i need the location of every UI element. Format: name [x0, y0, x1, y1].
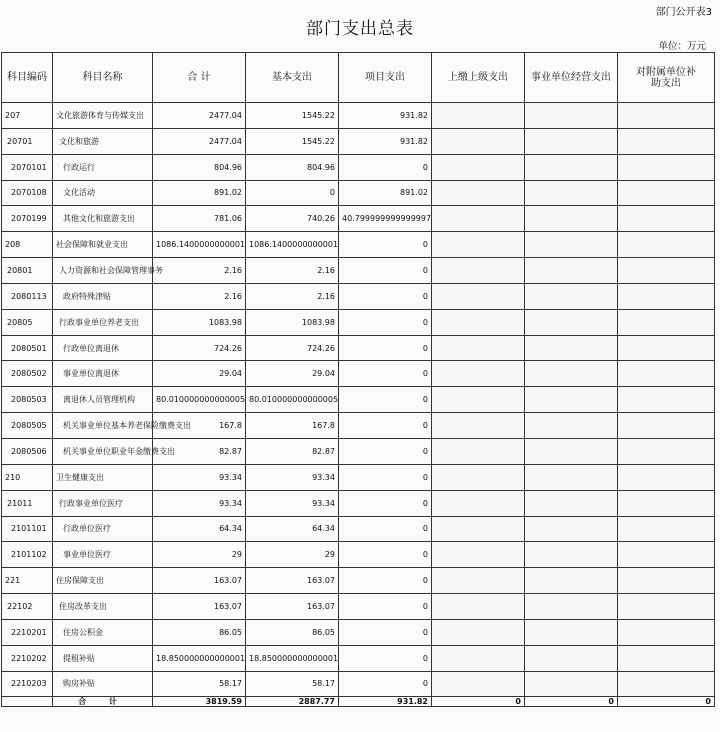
- subsidy-cell: [618, 206, 715, 232]
- subsidy-cell: [618, 671, 715, 697]
- table-number-label: 部门公开表3: [655, 7, 712, 18]
- business-cell: [525, 232, 618, 258]
- basic-cell: 1545.22: [246, 103, 339, 129]
- business-cell: [525, 619, 618, 645]
- project-cell: 0: [339, 258, 432, 284]
- subsidy-cell: [618, 232, 715, 258]
- project-cell: 0: [339, 645, 432, 671]
- code-cell: 22102: [2, 594, 53, 620]
- name-cell: 住房公积金: [53, 619, 153, 645]
- table-row: [2, 619, 715, 645]
- superior-cell: [432, 335, 525, 361]
- superior-cell: [432, 516, 525, 542]
- code-cell: 2070199: [2, 206, 53, 232]
- basic-cell: 18.850000000000001: [246, 645, 339, 671]
- basic-cell: 29: [246, 542, 339, 568]
- name-cell: 机关事业单位基本养老保险缴费支出: [53, 413, 153, 439]
- business-cell: [525, 154, 618, 180]
- code-cell: 20701: [2, 128, 53, 154]
- table-row: [2, 128, 715, 154]
- project-cell: 0: [339, 154, 432, 180]
- superior-cell: [432, 645, 525, 671]
- name-cell: 离退休人员管理机构: [53, 387, 153, 413]
- project-cell: 0: [339, 490, 432, 516]
- basic-cell: 58.17: [246, 671, 339, 697]
- name-cell: 行政事业单位医疗: [53, 490, 153, 516]
- code-cell: 208: [2, 232, 53, 258]
- name-cell: 住房改革支出: [53, 594, 153, 620]
- business-cell: [525, 335, 618, 361]
- superior-cell: [432, 671, 525, 697]
- total-cell: 2.16: [153, 283, 246, 309]
- total-cell: 93.34: [153, 464, 246, 490]
- code-cell: 2080502: [2, 361, 53, 387]
- subsidy-cell: [618, 645, 715, 671]
- total-cell: 93.34: [153, 490, 246, 516]
- business-cell: [525, 387, 618, 413]
- table-row: [2, 283, 715, 309]
- expenditure-table: [1, 52, 715, 707]
- table-row: [2, 438, 715, 464]
- name-cell: 其他文化和旅游支出: [53, 206, 153, 232]
- subsidy-cell: [618, 103, 715, 129]
- total-cell: 781.06: [153, 206, 246, 232]
- code-cell: 2070108: [2, 180, 53, 206]
- total-cell: 891.02: [153, 180, 246, 206]
- total-cell: 1083.98: [153, 309, 246, 335]
- superior-cell: [432, 619, 525, 645]
- name-cell: 提租补贴: [53, 645, 153, 671]
- superior-cell: [432, 413, 525, 439]
- subsidy-cell: [618, 542, 715, 568]
- basic-cell: 80.010000000000005: [246, 387, 339, 413]
- total-cell: 2.16: [153, 258, 246, 284]
- business-cell: [525, 128, 618, 154]
- project-cell: 0: [339, 516, 432, 542]
- subsidy-cell: [618, 154, 715, 180]
- total-cell: 2477.04: [153, 128, 246, 154]
- project-cell: 0: [339, 619, 432, 645]
- code-cell: 2101101: [2, 516, 53, 542]
- total-basic-cell: 2887.77: [246, 697, 339, 707]
- subsidy-cell: [618, 335, 715, 361]
- code-cell: 20805: [2, 309, 53, 335]
- col-header-business: 事业单位经营支出: [525, 53, 618, 103]
- basic-cell: 29.04: [246, 361, 339, 387]
- superior-cell: [432, 258, 525, 284]
- project-cell: 0: [339, 413, 432, 439]
- business-cell: [525, 542, 618, 568]
- project-cell: 0: [339, 438, 432, 464]
- table-row: [2, 309, 715, 335]
- business-cell: [525, 516, 618, 542]
- col-header-code: 科目编码: [2, 53, 53, 103]
- name-cell: 文化旅游体育与传媒支出: [53, 103, 153, 129]
- subsidy-cell: [618, 361, 715, 387]
- name-cell: 行政运行: [53, 154, 153, 180]
- business-cell: [525, 464, 618, 490]
- basic-cell: 2.16: [246, 283, 339, 309]
- basic-cell: 1086.1400000000001: [246, 232, 339, 258]
- total-cell: 1086.1400000000001: [153, 232, 246, 258]
- total-label-cell: 合 计: [53, 697, 153, 707]
- project-cell: 0: [339, 309, 432, 335]
- table-row: [2, 671, 715, 697]
- basic-cell: 82.87: [246, 438, 339, 464]
- table-row: [2, 645, 715, 671]
- superior-cell: [432, 232, 525, 258]
- code-cell: 2101102: [2, 542, 53, 568]
- subsidy-cell: [618, 619, 715, 645]
- table-row: [2, 542, 715, 568]
- basic-cell: 167.8: [246, 413, 339, 439]
- business-cell: [525, 206, 618, 232]
- basic-cell: 2.16: [246, 258, 339, 284]
- total-project-cell: 931.82: [339, 697, 432, 707]
- table-row: [2, 258, 715, 284]
- total-cell: 167.8: [153, 413, 246, 439]
- code-cell: 2080503: [2, 387, 53, 413]
- total-cell: 163.07: [153, 568, 246, 594]
- table-body: [2, 103, 715, 697]
- superior-cell: [432, 490, 525, 516]
- table-row: [2, 361, 715, 387]
- basic-cell: 163.07: [246, 594, 339, 620]
- basic-cell: 724.26: [246, 335, 339, 361]
- basic-cell: 93.34: [246, 464, 339, 490]
- business-cell: [525, 103, 618, 129]
- project-cell: 0: [339, 232, 432, 258]
- total-code-cell: [2, 697, 53, 707]
- project-cell: 0: [339, 542, 432, 568]
- code-cell: 2080506: [2, 438, 53, 464]
- name-cell: 机关事业单位职业年金缴费支出: [53, 438, 153, 464]
- code-cell: 2080113: [2, 283, 53, 309]
- basic-cell: 86.05: [246, 619, 339, 645]
- business-cell: [525, 645, 618, 671]
- total-superior-cell: 0: [432, 697, 525, 707]
- table-row: [2, 335, 715, 361]
- business-cell: [525, 309, 618, 335]
- total-subsidy-cell: 0: [618, 697, 715, 707]
- total-cell: 2477.04: [153, 103, 246, 129]
- unit-label: 单位：万元: [658, 41, 706, 52]
- code-cell: 2080501: [2, 335, 53, 361]
- total-cell: 86.05: [153, 619, 246, 645]
- total-business-cell: 0: [525, 697, 618, 707]
- superior-cell: [432, 594, 525, 620]
- table-row: [2, 594, 715, 620]
- project-cell: 931.82: [339, 128, 432, 154]
- table-row: [2, 180, 715, 206]
- superior-cell: [432, 128, 525, 154]
- code-cell: 207: [2, 103, 53, 129]
- project-cell: 40.799999999999997: [339, 206, 432, 232]
- project-cell: 0: [339, 464, 432, 490]
- subsidy-cell: [618, 516, 715, 542]
- col-header-name: 科目名称: [53, 53, 153, 103]
- basic-cell: 740.26: [246, 206, 339, 232]
- table-row: [2, 232, 715, 258]
- table-row: [2, 206, 715, 232]
- project-cell: 891.02: [339, 180, 432, 206]
- total-cell: 724.26: [153, 335, 246, 361]
- total-cell: 29: [153, 542, 246, 568]
- table-row: [2, 464, 715, 490]
- table-row: [2, 387, 715, 413]
- subsidy-cell: [618, 490, 715, 516]
- total-cell: 804.96: [153, 154, 246, 180]
- col-header-project: 项目支出: [339, 53, 432, 103]
- col-header-superior: 上缴上级支出: [432, 53, 525, 103]
- business-cell: [525, 671, 618, 697]
- superior-cell: [432, 103, 525, 129]
- name-cell: 购房补贴: [53, 671, 153, 697]
- table-header-row: [2, 53, 715, 103]
- total-cell: 64.34: [153, 516, 246, 542]
- subsidy-cell: [618, 387, 715, 413]
- subsidy-cell: [618, 258, 715, 284]
- page-title: 部门支出总表: [306, 19, 414, 39]
- project-cell: 0: [339, 361, 432, 387]
- subsidy-cell: [618, 283, 715, 309]
- table-row: [2, 413, 715, 439]
- superior-cell: [432, 438, 525, 464]
- name-cell: 政府特殊津贴: [53, 283, 153, 309]
- subsidy-cell: [618, 180, 715, 206]
- superior-cell: [432, 180, 525, 206]
- table-row: [2, 490, 715, 516]
- project-cell: 0: [339, 671, 432, 697]
- name-cell: 文化活动: [53, 180, 153, 206]
- business-cell: [525, 283, 618, 309]
- code-cell: 2210203: [2, 671, 53, 697]
- table-row: [2, 568, 715, 594]
- business-cell: [525, 438, 618, 464]
- project-cell: 0: [339, 568, 432, 594]
- superior-cell: [432, 542, 525, 568]
- business-cell: [525, 490, 618, 516]
- total-cell: 82.87: [153, 438, 246, 464]
- code-cell: 21011: [2, 490, 53, 516]
- subsidy-cell: [618, 594, 715, 620]
- basic-cell: 1545.22: [246, 128, 339, 154]
- name-cell: 卫生健康支出: [53, 464, 153, 490]
- subsidy-cell: [618, 309, 715, 335]
- code-cell: 2070101: [2, 154, 53, 180]
- basic-cell: 804.96: [246, 154, 339, 180]
- table-row: [2, 103, 715, 129]
- superior-cell: [432, 283, 525, 309]
- total-cell: 58.17: [153, 671, 246, 697]
- project-cell: 0: [339, 335, 432, 361]
- col-header-subsidy: 对附属单位补助支出: [618, 53, 715, 103]
- table-row: [2, 516, 715, 542]
- code-cell: 2080505: [2, 413, 53, 439]
- superior-cell: [432, 568, 525, 594]
- total-cell: 80.010000000000005: [153, 387, 246, 413]
- superior-cell: [432, 361, 525, 387]
- name-cell: 行政单位医疗: [53, 516, 153, 542]
- basic-cell: 163.07: [246, 568, 339, 594]
- table-row: [2, 154, 715, 180]
- subsidy-cell: [618, 568, 715, 594]
- superior-cell: [432, 464, 525, 490]
- superior-cell: [432, 206, 525, 232]
- business-cell: [525, 413, 618, 439]
- name-cell: 人力资源和社会保障管理事务: [53, 258, 153, 284]
- business-cell: [525, 180, 618, 206]
- name-cell: 社会保障和就业支出: [53, 232, 153, 258]
- basic-cell: 1083.98: [246, 309, 339, 335]
- superior-cell: [432, 154, 525, 180]
- total-cell: 163.07: [153, 594, 246, 620]
- project-cell: 0: [339, 387, 432, 413]
- superior-cell: [432, 309, 525, 335]
- basic-cell: 64.34: [246, 516, 339, 542]
- business-cell: [525, 361, 618, 387]
- name-cell: 事业单位医疗: [53, 542, 153, 568]
- basic-cell: 93.34: [246, 490, 339, 516]
- total-cell: 18.850000000000001: [153, 645, 246, 671]
- basic-cell: 0: [246, 180, 339, 206]
- total-row: [2, 697, 715, 707]
- code-cell: 2210202: [2, 645, 53, 671]
- code-cell: 221: [2, 568, 53, 594]
- col-header-basic: 基本支出: [246, 53, 339, 103]
- subsidy-cell: [618, 464, 715, 490]
- subsidy-cell: [618, 413, 715, 439]
- project-cell: 0: [339, 594, 432, 620]
- code-cell: 2210201: [2, 619, 53, 645]
- business-cell: [525, 594, 618, 620]
- total-sum-cell: 3819.59: [153, 697, 246, 707]
- code-cell: 20801: [2, 258, 53, 284]
- business-cell: [525, 568, 618, 594]
- project-cell: 0: [339, 283, 432, 309]
- project-cell: 931.82: [339, 103, 432, 129]
- subsidy-cell: [618, 128, 715, 154]
- business-cell: [525, 258, 618, 284]
- code-cell: 210: [2, 464, 53, 490]
- subsidy-cell: [618, 438, 715, 464]
- superior-cell: [432, 387, 525, 413]
- name-cell: 文化和旅游: [53, 128, 153, 154]
- col-header-total: 合 计: [153, 53, 246, 103]
- name-cell: 行政事业单位养老支出: [53, 309, 153, 335]
- name-cell: 行政单位离退休: [53, 335, 153, 361]
- total-cell: 29.04: [153, 361, 246, 387]
- name-cell: 住房保障支出: [53, 568, 153, 594]
- name-cell: 事业单位离退休: [53, 361, 153, 387]
